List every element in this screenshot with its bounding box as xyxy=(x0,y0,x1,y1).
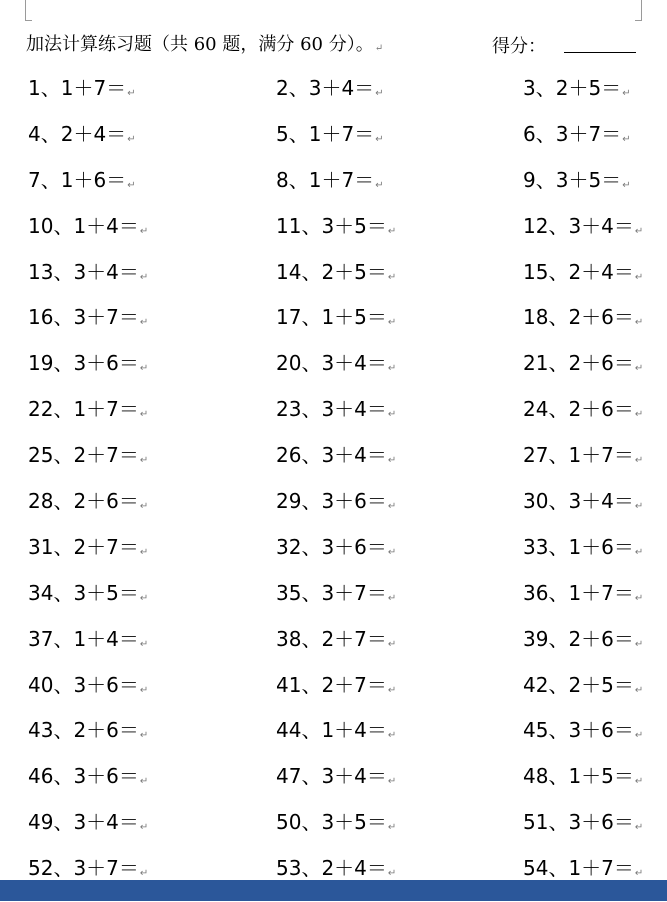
problem-item[interactable] xyxy=(28,305,148,335)
problem-item[interactable] xyxy=(276,76,384,106)
problem-expression: 3＋7＝ xyxy=(73,856,139,881)
problem-number: 8 xyxy=(276,167,289,192)
paragraph-mark-icon: ↵ xyxy=(634,822,644,834)
problem-expression: 2＋5＝ xyxy=(321,259,387,284)
problem-item[interactable] xyxy=(276,718,396,748)
problem-separator: 、 xyxy=(53,443,74,468)
problem-separator: 、 xyxy=(535,76,556,100)
problem-separator: 、 xyxy=(301,443,322,468)
problem-expression: 2＋6＝ xyxy=(568,626,634,651)
problem-expression: 1＋7＝ xyxy=(568,856,634,881)
problem-item[interactable] xyxy=(523,351,643,381)
problem-item[interactable] xyxy=(28,443,148,473)
problem-item[interactable] xyxy=(523,627,643,657)
problem-row xyxy=(0,673,667,719)
paragraph-mark-icon: ↵ xyxy=(139,684,149,696)
problem-number: 49 xyxy=(28,810,54,835)
problem-expression: 2＋6＝ xyxy=(73,489,139,514)
problem-number: 14 xyxy=(276,259,302,284)
problem-expression: 2＋6＝ xyxy=(73,718,139,743)
problem-expression: 3＋4＝ xyxy=(308,76,375,100)
paragraph-mark-icon: ↵ xyxy=(139,868,149,880)
paragraph-mark-icon: ↵ xyxy=(375,133,384,145)
problem-number: 25 xyxy=(28,443,54,468)
problem-expression: 3＋6＝ xyxy=(568,810,634,835)
problem-expression: 3＋5＝ xyxy=(555,167,622,192)
problem-item[interactable] xyxy=(28,397,148,427)
problem-expression: 1＋6＝ xyxy=(60,167,127,192)
problem-number: 53 xyxy=(276,856,302,881)
paragraph-mark-icon: ↵ xyxy=(139,271,149,283)
problem-expression: 3＋6＝ xyxy=(321,489,387,514)
problem-separator: 、 xyxy=(548,626,569,651)
problem-number: 32 xyxy=(276,534,302,559)
problem-separator: 、 xyxy=(548,534,569,559)
paragraph-mark-icon: ↵ xyxy=(634,776,644,788)
problem-item[interactable] xyxy=(523,673,643,703)
problem-number: 35 xyxy=(276,580,302,605)
problem-item[interactable] xyxy=(276,351,396,381)
problem-separator: 、 xyxy=(53,718,74,743)
problem-expression: 3＋4＝ xyxy=(321,397,387,422)
paragraph-mark-icon: ↵ xyxy=(127,179,136,191)
problem-row xyxy=(0,581,667,627)
problem-expression: 3＋4＝ xyxy=(321,443,387,468)
problem-expression: 2＋4＝ xyxy=(321,856,387,881)
paragraph-mark-icon: ↵ xyxy=(127,88,136,99)
paragraph-mark-icon: ↵ xyxy=(139,638,149,650)
problem-item[interactable] xyxy=(523,489,643,519)
problem-number: 30 xyxy=(523,489,549,514)
paragraph-mark-icon: ↵ xyxy=(387,822,397,834)
problem-separator: 、 xyxy=(301,305,322,330)
status-bar xyxy=(0,880,667,901)
problem-separator: 、 xyxy=(53,810,74,835)
problem-expression: 3＋6＝ xyxy=(73,764,139,789)
paragraph-mark-icon: ↵ xyxy=(634,592,644,604)
problem-item[interactable] xyxy=(523,718,643,748)
problem-expression: 1＋5＝ xyxy=(568,764,634,789)
problem-expression: 3＋4＝ xyxy=(568,213,634,238)
problem-number: 41 xyxy=(276,672,302,697)
problem-item[interactable] xyxy=(523,581,643,611)
problem-number: 44 xyxy=(276,718,302,743)
problem-expression: 1＋7＝ xyxy=(73,397,139,422)
paragraph-mark-icon: ↵ xyxy=(139,546,149,558)
problem-number: 7 xyxy=(28,167,41,192)
problem-expression: 3＋4＝ xyxy=(321,351,387,376)
problem-item[interactable] xyxy=(523,397,643,427)
problem-item[interactable] xyxy=(276,168,384,198)
problem-item[interactable] xyxy=(28,581,148,611)
problem-separator: 、 xyxy=(40,76,61,100)
problem-row xyxy=(0,214,667,260)
problem-item[interactable] xyxy=(523,443,643,473)
problem-number: 4 xyxy=(28,121,41,146)
problem-number: 50 xyxy=(276,810,302,835)
problem-separator: 、 xyxy=(301,856,322,881)
problem-separator: 、 xyxy=(548,397,569,422)
problem-separator: 、 xyxy=(548,764,569,789)
problem-item[interactable] xyxy=(28,260,148,290)
paragraph-mark-icon: ↵ xyxy=(375,179,384,191)
paragraph-mark-icon: ↵ xyxy=(387,546,397,558)
problem-row xyxy=(0,260,667,306)
problem-expression: 3＋4＝ xyxy=(321,764,387,789)
paragraph-mark-icon: ↵ xyxy=(387,455,397,467)
problem-number: 36 xyxy=(523,580,549,605)
problem-separator: 、 xyxy=(301,489,322,514)
problem-separator: 、 xyxy=(53,213,74,238)
problem-expression: 1＋7＝ xyxy=(568,443,634,468)
problem-item[interactable] xyxy=(28,489,148,519)
problem-item[interactable] xyxy=(523,764,643,794)
problem-number: 6 xyxy=(523,121,536,146)
problem-number: 24 xyxy=(523,397,549,422)
problem-expression: 2＋6＝ xyxy=(568,397,634,422)
problem-expression: 2＋7＝ xyxy=(73,534,139,559)
problem-expression: 3＋5＝ xyxy=(73,580,139,605)
problem-number: 29 xyxy=(276,489,302,514)
problem-row xyxy=(0,489,667,535)
paragraph-mark-icon: ↵ xyxy=(634,225,644,237)
problem-item[interactable] xyxy=(523,168,631,198)
problem-number: 42 xyxy=(523,672,549,697)
problem-item[interactable] xyxy=(276,260,396,290)
problem-item[interactable] xyxy=(276,122,384,152)
problem-separator: 、 xyxy=(548,718,569,743)
problem-number: 47 xyxy=(276,764,302,789)
problem-separator: 、 xyxy=(301,580,322,605)
paragraph-mark-icon: ↵ xyxy=(634,546,644,558)
problem-number: 39 xyxy=(523,626,549,651)
problem-number: 9 xyxy=(523,167,536,192)
problem-item[interactable] xyxy=(28,76,136,106)
problem-number: 33 xyxy=(523,534,549,559)
problem-item[interactable] xyxy=(276,581,396,611)
problem-separator: 、 xyxy=(301,351,322,376)
problem-separator: 、 xyxy=(53,259,74,284)
problem-separator: 、 xyxy=(288,76,309,100)
problem-item[interactable] xyxy=(276,305,396,335)
problem-number: 48 xyxy=(523,764,549,789)
problem-number: 19 xyxy=(28,351,54,376)
problem-expression: 2＋7＝ xyxy=(321,626,387,651)
problem-expression: 3＋4＝ xyxy=(73,810,139,835)
problem-separator: 、 xyxy=(548,259,569,284)
problem-item[interactable] xyxy=(276,443,396,473)
problem-expression: 2＋5＝ xyxy=(555,76,622,100)
problem-item[interactable] xyxy=(28,168,136,198)
problem-row xyxy=(0,443,667,489)
problem-number: 37 xyxy=(28,626,54,651)
paragraph-mark-icon: ↵ xyxy=(622,133,631,145)
problem-item[interactable] xyxy=(28,764,148,794)
problem-item[interactable] xyxy=(28,214,148,244)
paragraph-mark-icon: ↵ xyxy=(139,730,149,742)
problem-number: 26 xyxy=(276,443,302,468)
problem-number: 12 xyxy=(523,213,549,238)
problem-item[interactable] xyxy=(28,810,148,840)
paragraph-mark-icon: ↵ xyxy=(387,776,397,788)
paragraph-mark-icon: ↵ xyxy=(387,730,397,742)
problem-row xyxy=(0,351,667,397)
paragraph-mark-icon: ↵ xyxy=(634,271,644,283)
problem-number: 17 xyxy=(276,305,302,330)
paragraph-mark-icon: ↵ xyxy=(139,822,149,834)
problem-number: 31 xyxy=(28,534,54,559)
problem-item[interactable] xyxy=(523,122,631,152)
paragraph-mark-icon: ↵ xyxy=(139,409,149,421)
problem-separator: 、 xyxy=(288,121,309,146)
problem-separator: 、 xyxy=(301,718,322,743)
problem-number: 52 xyxy=(28,856,54,881)
problem-row xyxy=(0,810,667,856)
problem-item[interactable] xyxy=(28,718,148,748)
paragraph-mark-icon: ↵ xyxy=(374,43,384,54)
problem-expression: 1＋6＝ xyxy=(568,534,634,559)
problem-separator: 、 xyxy=(53,305,74,330)
problem-row xyxy=(0,122,667,168)
problem-number: 45 xyxy=(523,718,549,743)
problem-expression: 3＋5＝ xyxy=(321,810,387,835)
problem-item[interactable] xyxy=(523,305,643,335)
problem-separator: 、 xyxy=(53,351,74,376)
problem-expression: 1＋7＝ xyxy=(308,167,375,192)
problem-separator: 、 xyxy=(301,672,322,697)
problem-number: 54 xyxy=(523,856,549,881)
problem-item[interactable] xyxy=(28,122,136,152)
problem-number: 20 xyxy=(276,351,302,376)
problem-item[interactable] xyxy=(276,764,396,794)
problem-item[interactable] xyxy=(28,535,148,565)
paragraph-mark-icon: ↵ xyxy=(387,225,397,237)
problem-number: 43 xyxy=(28,718,54,743)
problem-separator: 、 xyxy=(535,121,556,146)
problem-separator: 、 xyxy=(548,443,569,468)
problem-expression: 3＋6＝ xyxy=(73,672,139,697)
problem-number: 23 xyxy=(276,397,302,422)
problem-item[interactable] xyxy=(523,214,643,244)
problem-expression: 3＋7＝ xyxy=(321,580,387,605)
problem-separator: 、 xyxy=(301,259,322,284)
problem-row xyxy=(0,168,667,214)
problem-item[interactable] xyxy=(28,627,148,657)
problem-number: 34 xyxy=(28,580,54,605)
problem-number: 51 xyxy=(523,810,549,835)
problem-expression: 1＋7＝ xyxy=(568,580,634,605)
problem-item[interactable] xyxy=(276,397,396,427)
paragraph-mark-icon: ↵ xyxy=(634,730,644,742)
paragraph-mark-icon: ↵ xyxy=(139,317,149,329)
problem-expression: 2＋7＝ xyxy=(321,672,387,697)
problem-separator: 、 xyxy=(53,626,74,651)
problem-expression: 3＋6＝ xyxy=(321,534,387,559)
paragraph-mark-icon: ↵ xyxy=(622,179,631,191)
problem-expression: 3＋4＝ xyxy=(73,259,139,284)
score-blank-line[interactable] xyxy=(564,52,636,53)
paragraph-mark-icon: ↵ xyxy=(387,868,397,880)
problem-separator: 、 xyxy=(288,167,309,192)
problem-expression: 2＋7＝ xyxy=(73,443,139,468)
paragraph-mark-icon: ↵ xyxy=(139,225,149,237)
problem-expression: 3＋4＝ xyxy=(568,489,634,514)
problem-row xyxy=(0,76,667,122)
problem-separator: 、 xyxy=(53,489,74,514)
worksheet-title[interactable] xyxy=(26,30,383,56)
problem-separator: 、 xyxy=(53,397,74,422)
problem-expression: 1＋7＝ xyxy=(60,76,127,100)
problem-expression: 2＋6＝ xyxy=(568,305,634,330)
score-label: 得分： xyxy=(492,36,546,57)
problem-number: 21 xyxy=(523,351,549,376)
paragraph-mark-icon: ↵ xyxy=(634,317,644,329)
problem-item[interactable] xyxy=(276,535,396,565)
problem-row xyxy=(0,718,667,764)
problem-expression: 1＋4＝ xyxy=(73,213,139,238)
paragraph-mark-icon: ↵ xyxy=(387,501,397,513)
paragraph-mark-icon: ↵ xyxy=(387,363,397,375)
paragraph-mark-icon: ↵ xyxy=(634,638,644,650)
problem-separator: 、 xyxy=(53,580,74,605)
problem-item[interactable] xyxy=(276,673,396,703)
problem-item[interactable] xyxy=(523,260,643,290)
problem-separator: 、 xyxy=(53,534,74,559)
problem-expression: 2＋5＝ xyxy=(568,672,634,697)
paragraph-mark-icon: ↵ xyxy=(139,776,149,788)
paragraph-mark-icon: ↵ xyxy=(622,88,631,99)
problem-separator: 、 xyxy=(548,810,569,835)
problem-item[interactable] xyxy=(523,810,643,840)
problem-separator: 、 xyxy=(53,672,74,697)
problem-expression: 3＋5＝ xyxy=(321,213,387,238)
problem-item[interactable] xyxy=(523,76,631,106)
problem-item[interactable] xyxy=(276,214,396,244)
paragraph-mark-icon: ↵ xyxy=(634,409,644,421)
page-corner-mark-right xyxy=(635,0,642,21)
problem-number: 38 xyxy=(276,626,302,651)
problem-expression: 3＋7＝ xyxy=(73,305,139,330)
problem-expression: 3＋7＝ xyxy=(555,121,622,146)
paragraph-mark-icon: ↵ xyxy=(375,88,384,99)
problem-number: 5 xyxy=(276,121,289,146)
problem-number: 16 xyxy=(28,305,54,330)
problem-number: 28 xyxy=(28,489,54,514)
problem-separator: 、 xyxy=(40,167,61,192)
problem-row xyxy=(0,305,667,351)
paragraph-mark-icon: ↵ xyxy=(634,868,644,880)
problem-separator: 、 xyxy=(548,213,569,238)
problem-separator: 、 xyxy=(548,489,569,514)
problem-row xyxy=(0,397,667,443)
paragraph-mark-icon: ↵ xyxy=(634,684,644,696)
worksheet-title-text: 加法计算练习题（共 60 题，满分 60 分）。 xyxy=(26,34,374,55)
problem-number: 13 xyxy=(28,259,54,284)
paragraph-mark-icon: ↵ xyxy=(139,363,149,375)
paragraph-mark-icon: ↵ xyxy=(387,271,397,283)
problem-expression: 2＋4＝ xyxy=(60,121,127,146)
problem-number: 3 xyxy=(523,76,536,100)
problem-number: 11 xyxy=(276,213,302,238)
problem-separator: 、 xyxy=(40,121,61,146)
problem-number: 40 xyxy=(28,672,54,697)
problem-separator: 、 xyxy=(548,672,569,697)
paragraph-mark-icon: ↵ xyxy=(139,501,149,513)
paragraph-mark-icon: ↵ xyxy=(387,592,397,604)
paragraph-mark-icon: ↵ xyxy=(387,317,397,329)
problem-separator: 、 xyxy=(53,764,74,789)
problem-item[interactable] xyxy=(523,535,643,565)
problem-expression: 2＋6＝ xyxy=(568,351,634,376)
problem-separator: 、 xyxy=(53,856,74,881)
problem-number: 22 xyxy=(28,397,54,422)
problem-number: 46 xyxy=(28,764,54,789)
problem-row xyxy=(0,627,667,673)
problem-expression: 3＋6＝ xyxy=(568,718,634,743)
problem-item[interactable] xyxy=(276,627,396,657)
problem-expression: 1＋5＝ xyxy=(321,305,387,330)
problem-item[interactable] xyxy=(276,810,396,840)
paragraph-mark-icon: ↵ xyxy=(387,684,397,696)
problem-number: 15 xyxy=(523,259,549,284)
paragraph-mark-icon: ↵ xyxy=(387,638,397,650)
problem-item[interactable] xyxy=(28,673,148,703)
paragraph-mark-icon: ↵ xyxy=(634,455,644,467)
problem-separator: 、 xyxy=(301,764,322,789)
problem-separator: 、 xyxy=(301,213,322,238)
problem-row xyxy=(0,764,667,810)
paragraph-mark-icon: ↵ xyxy=(634,363,644,375)
problem-separator: 、 xyxy=(301,397,322,422)
worksheet-header xyxy=(26,30,647,60)
problem-separator: 、 xyxy=(301,810,322,835)
problem-item[interactable] xyxy=(28,351,148,381)
problem-number: 2 xyxy=(276,76,289,100)
problem-separator: 、 xyxy=(548,856,569,881)
problem-separator: 、 xyxy=(301,534,322,559)
page-corner-mark-left xyxy=(25,0,32,21)
paragraph-mark-icon: ↵ xyxy=(634,501,644,513)
problem-number: 10 xyxy=(28,213,54,238)
paragraph-mark-icon: ↵ xyxy=(387,409,397,421)
problem-expression: 1＋7＝ xyxy=(308,121,375,146)
problem-item[interactable] xyxy=(276,489,396,519)
paragraph-mark-icon: ↵ xyxy=(127,133,136,145)
problem-grid xyxy=(0,76,667,902)
problem-number: 27 xyxy=(523,443,549,468)
paragraph-mark-icon: ↵ xyxy=(139,455,149,467)
problem-expression: 1＋4＝ xyxy=(321,718,387,743)
problem-expression: 3＋6＝ xyxy=(73,351,139,376)
problem-separator: 、 xyxy=(548,305,569,330)
problem-row xyxy=(0,535,667,581)
problem-separator: 、 xyxy=(301,626,322,651)
problem-separator: 、 xyxy=(548,580,569,605)
problem-number: 1 xyxy=(28,76,41,100)
problem-number: 18 xyxy=(523,305,549,330)
problem-separator: 、 xyxy=(535,167,556,192)
problem-separator: 、 xyxy=(548,351,569,376)
problem-expression: 1＋4＝ xyxy=(73,626,139,651)
paragraph-mark-icon: ↵ xyxy=(139,592,149,604)
problem-expression: 2＋4＝ xyxy=(568,259,634,284)
